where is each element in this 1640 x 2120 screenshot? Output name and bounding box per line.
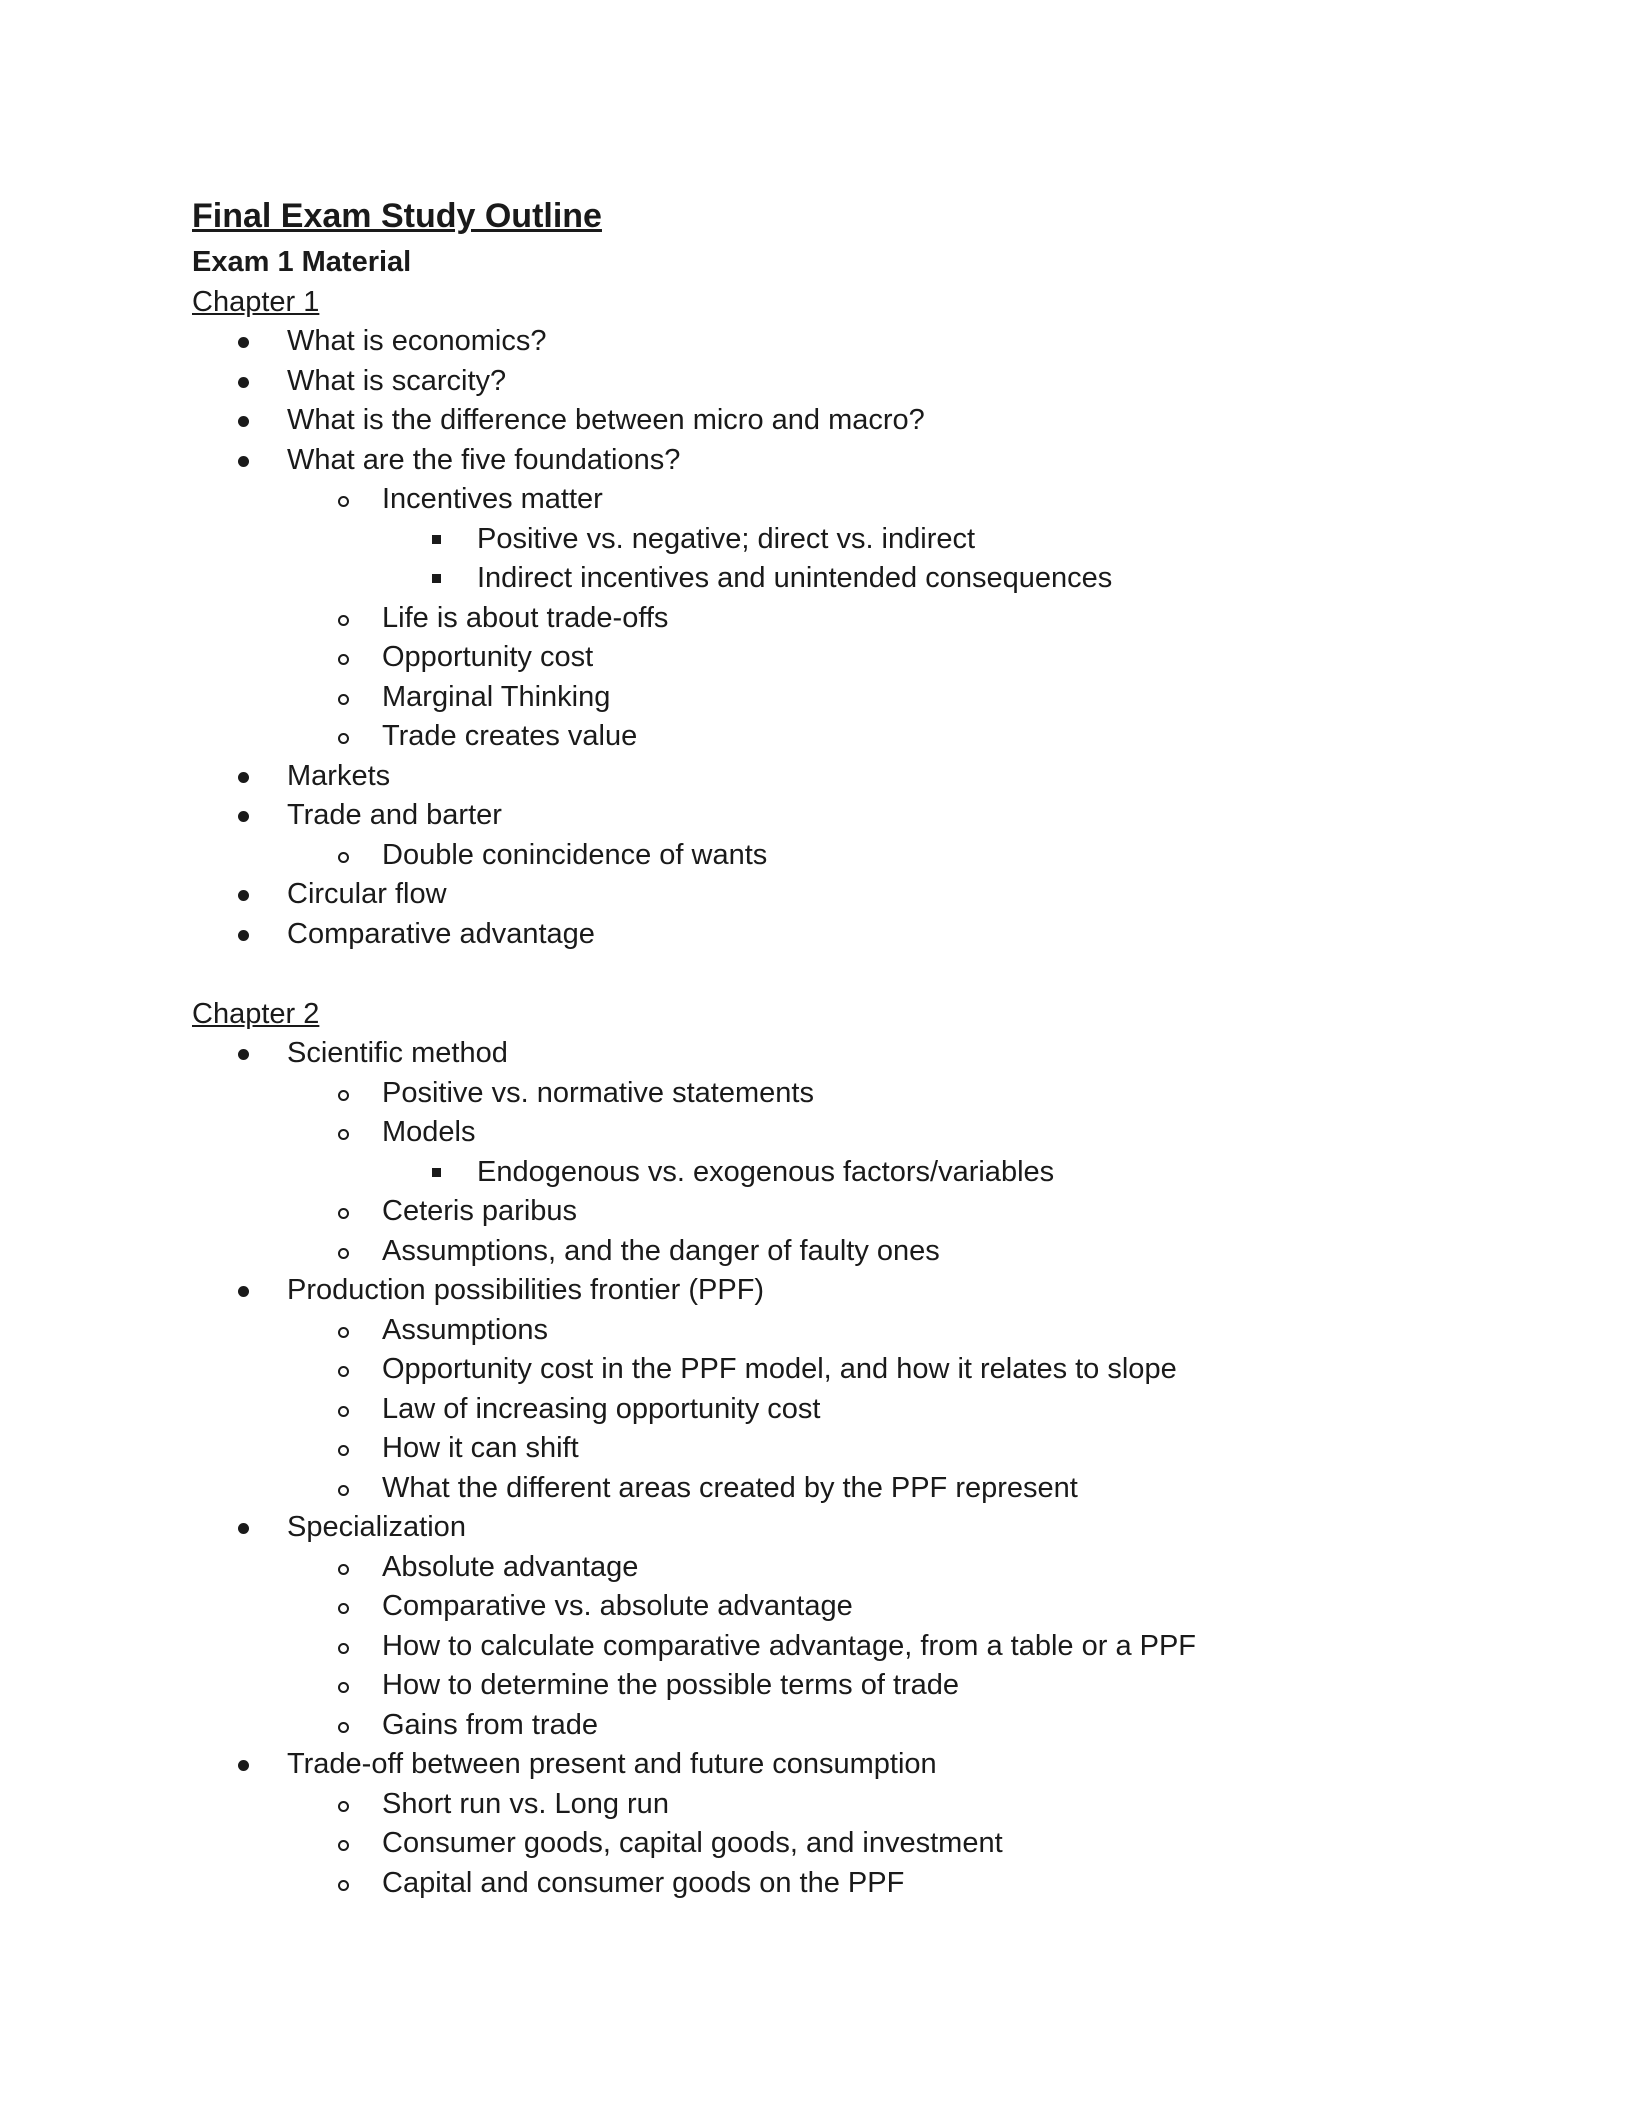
bullet-icon: [238, 890, 249, 901]
outline-item-text: Trade-off between present and future consumption: [287, 1748, 937, 1780]
outline-item-text: Assumptions, and the danger of faulty ones: [382, 1234, 940, 1267]
circle-bullet-icon: [338, 1445, 349, 1456]
outline-item: [192, 480, 1492, 520]
outline-item-text: Capital and consumer goods on the PPF: [382, 1866, 905, 1899]
outline-item: [192, 717, 1492, 757]
circle-bullet-icon: [338, 1564, 349, 1575]
outline-item: [192, 678, 1492, 718]
outline-item: [192, 796, 1492, 836]
outline-item: [192, 1745, 1492, 1785]
outline-item: [192, 362, 1492, 402]
outline-item: [192, 1390, 1492, 1430]
circle-bullet-icon: [338, 1327, 349, 1338]
outline-item: [192, 1429, 1492, 1469]
outline-item-text: What is the difference between micro and macro?: [287, 404, 925, 436]
outline-item-text: What is scarcity?: [287, 364, 507, 397]
outline-item-text: Life is about trade-offs: [382, 601, 669, 634]
circle-bullet-icon: [338, 1090, 349, 1101]
outline-item: [192, 1232, 1492, 1272]
outline-item: [192, 322, 1492, 362]
outline-item-text: Positive vs. negative; direct vs. indirect: [477, 522, 976, 555]
circle-bullet-icon: [338, 615, 349, 626]
outline-item-text: Opportunity cost: [382, 641, 594, 673]
outline-item: [192, 1706, 1492, 1746]
bullet-icon: [238, 456, 249, 467]
outline-list: [192, 322, 1492, 954]
outline-item-text: Trade and barter: [287, 799, 502, 831]
bullet-icon: [238, 930, 249, 941]
circle-bullet-icon: [338, 1406, 349, 1417]
outline-item: [192, 638, 1492, 678]
circle-bullet-icon: [338, 1840, 349, 1851]
outline-item: [192, 1469, 1492, 1509]
circle-bullet-icon: [338, 1129, 349, 1140]
circle-bullet-icon: [338, 1643, 349, 1654]
outline-item-text: Gains from trade: [382, 1708, 598, 1741]
bullet-icon: [238, 377, 249, 388]
outline-item: [192, 875, 1492, 915]
outline-item: [192, 1627, 1492, 1667]
outline-item: [192, 757, 1492, 797]
outline-item: [192, 1153, 1492, 1193]
outline-item: [192, 1192, 1492, 1232]
outline-item-text: Models: [382, 1116, 476, 1148]
outline-item: [192, 1508, 1492, 1548]
bullet-icon: [238, 772, 249, 783]
bullet-icon: [238, 1049, 249, 1060]
outline-item: [192, 1785, 1492, 1825]
outline-item-text: Specialization: [287, 1511, 466, 1543]
bullet-icon: [238, 1760, 249, 1771]
circle-bullet-icon: [338, 1722, 349, 1733]
outline-item-text: Comparative vs. absolute advantage: [382, 1590, 853, 1622]
square-bullet-icon: [432, 1168, 441, 1177]
outline-item-text: Markets: [287, 759, 391, 792]
sections-container: [192, 282, 1492, 1903]
circle-bullet-icon: [338, 1208, 349, 1219]
outline-item-text: How to determine the possible terms of trade: [382, 1669, 960, 1701]
outline-item: [192, 1350, 1492, 1390]
circle-bullet-icon: [338, 1366, 349, 1377]
outline-item-text: How it can shift: [382, 1432, 579, 1464]
outline-item: [192, 441, 1492, 481]
outline-item: [192, 1548, 1492, 1588]
outline-item-text: Ceteris paribus: [382, 1195, 578, 1227]
outline-item-text: Positive vs. normative statements: [382, 1076, 814, 1109]
outline-item-text: Indirect incentives and unintended consequences: [477, 562, 1113, 594]
circle-bullet-icon: [338, 733, 349, 744]
outline-item-text: Consumer goods, capital goods, and investment: [382, 1827, 1003, 1859]
outline-item-text: What the different areas created by the PPF represent: [382, 1471, 1078, 1504]
square-bullet-icon: [432, 535, 441, 544]
circle-bullet-icon: [338, 1682, 349, 1693]
circle-bullet-icon: [338, 1880, 349, 1891]
outline-item: [192, 559, 1492, 599]
outline-item-text: Comparative advantage: [287, 917, 595, 950]
outline-item-text: How to calculate comparative advantage, from a table or a PPF: [382, 1629, 1197, 1662]
bullet-icon: [238, 811, 249, 822]
circle-bullet-icon: [338, 1801, 349, 1812]
document-content: [192, 190, 1492, 1903]
outline-item-text: What are the five foundations?: [287, 443, 681, 476]
outline-item: [192, 836, 1492, 876]
outline-item: [192, 1824, 1492, 1864]
outline-list: [192, 1034, 1492, 1903]
bullet-icon: [238, 1286, 249, 1297]
outline-item-text: Endogenous vs. exogenous factors/variables: [477, 1155, 1055, 1188]
outline-item-text: Marginal Thinking: [382, 680, 611, 713]
outline-item: [192, 520, 1492, 560]
circle-bullet-icon: [338, 654, 349, 665]
square-bullet-icon: [432, 574, 441, 583]
outline-item: [192, 1587, 1492, 1627]
outline-item: [192, 599, 1492, 639]
outline-item-text: Trade creates value: [382, 720, 638, 752]
exam-subtitle: Exam 1 Material: [192, 246, 412, 278]
chapter-heading: Chapter 2: [192, 998, 320, 1030]
outline-item-text: Law of increasing opportunity cost: [382, 1392, 821, 1425]
bullet-icon: [238, 416, 249, 427]
chapter-heading: Chapter 1: [192, 286, 320, 318]
outline-item-text: Opportunity cost in the PPF model, and how it relates to slope: [382, 1353, 1177, 1385]
circle-bullet-icon: [338, 1248, 349, 1259]
outline-item: [192, 401, 1492, 441]
outline-item: [192, 1271, 1492, 1311]
circle-bullet-icon: [338, 496, 349, 507]
outline-item-text: Double conincidence of wants: [382, 838, 768, 871]
outline-item-text: What is economics?: [287, 325, 547, 357]
outline-item-text: Production possibilities frontier (PPF): [287, 1274, 765, 1306]
circle-bullet-icon: [338, 852, 349, 863]
bullet-icon: [238, 337, 249, 348]
outline-item: [192, 1864, 1492, 1904]
outline-item: [192, 1311, 1492, 1351]
outline-item-text: Scientific method: [287, 1037, 508, 1069]
outline-item: [192, 1666, 1492, 1706]
outline-item-text: Circular flow: [287, 878, 447, 910]
bullet-icon: [238, 1523, 249, 1534]
circle-bullet-icon: [338, 1603, 349, 1614]
outline-item-text: Absolute advantage: [382, 1550, 639, 1583]
outline-item: [192, 915, 1492, 955]
circle-bullet-icon: [338, 1485, 349, 1496]
outline-item: [192, 1113, 1492, 1153]
circle-bullet-icon: [338, 694, 349, 705]
outline-item: [192, 1074, 1492, 1114]
outline-item-text: Assumptions: [382, 1313, 549, 1346]
outline-item-text: Short run vs. Long run: [382, 1787, 669, 1820]
outline-item-text: Incentives matter: [382, 483, 603, 515]
outline-item: [192, 1034, 1492, 1074]
document-title: Final Exam Study Outline: [192, 197, 602, 235]
